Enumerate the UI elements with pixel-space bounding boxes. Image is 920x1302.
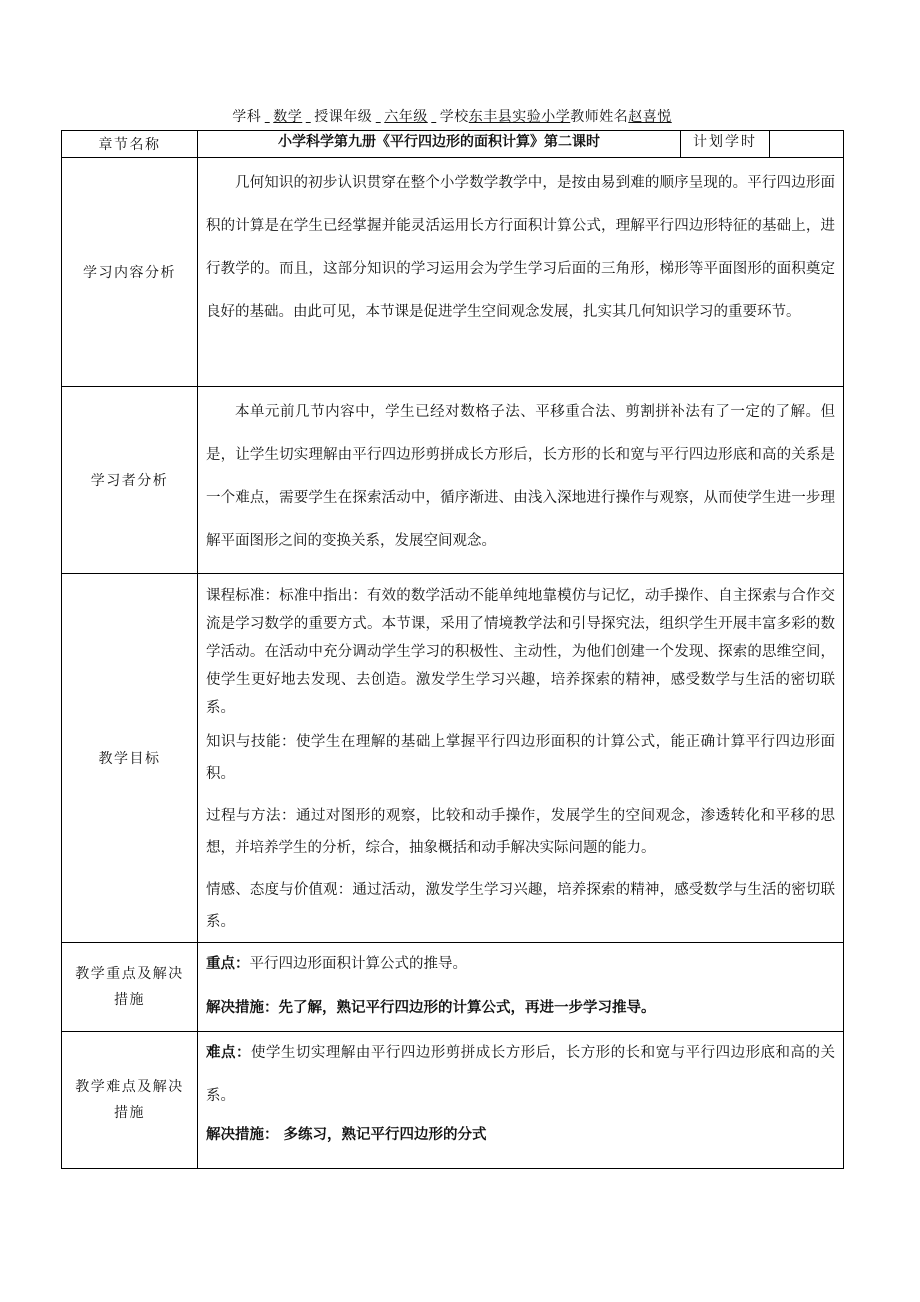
goal-tag: 过程与方法: [206, 808, 281, 824]
goal-process-method: [198, 794, 843, 868]
difficult-point-cell: [198, 1032, 844, 1169]
goal-text: ：通过活动，激发学生学习兴趣，培养探索的精神，感受数学与生活的密切联系。: [206, 882, 836, 930]
grade-label: 授课年级: [314, 109, 373, 125]
goals-label: 教学目标: [62, 574, 198, 943]
difficult-point-text: 使学生切实理解由平行四边形剪拼成长方形后，长方形的长和宽与平行四边形底和高的关系。: [206, 1045, 836, 1104]
key-point-cell: [198, 943, 844, 1032]
subject-label: 学科: [232, 109, 262, 125]
key-point-row: [62, 943, 844, 1032]
chapter-row: [62, 131, 844, 158]
content-analysis-label: 学习内容分析: [62, 158, 198, 387]
school-value: 东丰县实验小学: [468, 109, 571, 125]
plan-hours-label: 计划学时: [681, 131, 770, 158]
goal-tag: 知识与技能: [206, 734, 281, 750]
key-point-line: [198, 943, 843, 975]
difficult-point-line: [198, 1032, 843, 1118]
learner-analysis-row: [62, 387, 844, 574]
difficult-point-tag: 难点：: [206, 1045, 251, 1061]
difficult-point-label: 教学难点及解决措施: [62, 1032, 198, 1169]
lesson-plan-table: [61, 130, 844, 1169]
content-analysis-text: 几何知识的初步认识贯穿在整个小学数学教学中，是按由易到难的顺序呈现的。平行四边形面积的计算是在学生已经掌握并能灵活运用长方行面积计算公式，理解平行四边形特征的基础上，进行教学的。而且，这部分知识的学习运用会为学生学习后面的三角形，梯形等平面图形的面积奠定良好的基础。由此可见，本节课是促进学生空间观念发展，扎实其几何知识学习的重要环节。: [206, 175, 835, 320]
document-header: [62, 105, 842, 129]
goal-text: ：使学生在理解的基础上掌握平行四边形面积的计算公式，能正确计算平行四边形面积。: [206, 734, 836, 782]
learner-analysis-label: 学习者分析: [62, 387, 198, 574]
difficult-point-row: [62, 1032, 844, 1169]
teacher-value: 赵喜悦: [628, 109, 672, 125]
learner-analysis-text: 本单元前几节内容中，学生已经对数格子法、平移重合法、剪割拼补法有了一定的了解。但是，让学生切实理解由平行四边形剪拼成长方形后，长方形的长和宽与平行四边形底和高的关系是一个难点，需要学生在探索活动中，循序渐进、由浅入深地进行操作与观察，从而使学生进一步理解平面图形之间的变换关系，发展空间观念。: [206, 404, 835, 549]
goals-cell: [198, 574, 844, 943]
plan-hours-value: [770, 131, 844, 158]
goal-knowledge-skill: [198, 720, 843, 794]
key-point-label: 教学重点及解决措施: [62, 943, 198, 1032]
goals-row: [62, 574, 844, 943]
difficult-point-measure: 解决措施： 多练习，熟记平行四边形的分式: [206, 1127, 487, 1143]
goal-text: ：标准中指出：有效的数学活动不能单纯地靠模仿与记忆，动手操作、自主探索与合作交流是学习数学的重要方式。本节课，采用了情境教学法和引导探究法，组织学生开展丰富多彩的数学活动。在活动中充分调动学生学习的积极性、主动性，为他们创建一个发现、探索的思维空间，使学生更好地去发现、去创造。激发学生学习兴趣，培养探索的精神，感受数学与生活的密切联系。: [206, 588, 836, 716]
goals-list: [198, 574, 843, 942]
goal-emotion-attitude: [198, 868, 843, 942]
goal-text: ：通过对图形的观察，比较和动手操作，发展学生的空间观念，渗透转化和平移的思想，并培养学生的分析，综合，抽象概括和动手解决实际问题的能力。: [206, 808, 836, 856]
goal-curriculum-standard: [198, 574, 843, 720]
learner-analysis-cell: [198, 387, 844, 574]
goal-tag: 课程标准: [206, 588, 265, 604]
subject-value: 数学: [273, 109, 303, 125]
chapter-title: 小学科学第九册《平行四边形的面积计算》第二课时: [198, 131, 681, 158]
key-point-tag: 重点：: [206, 956, 250, 972]
key-point-measure: 解决措施：先了解，熟记平行四边形的计算公式，再进一步学习推导。: [206, 1000, 656, 1016]
grade-value: 六年级: [384, 109, 428, 125]
content-analysis-row: [62, 158, 844, 387]
content-analysis-cell: [198, 158, 844, 387]
chapter-label: 章节名称: [62, 131, 198, 158]
school-label: 学校: [439, 109, 469, 125]
teacher-label: 教师姓名: [570, 109, 629, 125]
goal-tag: 情感、态度与价值观: [206, 882, 338, 898]
key-point-text: 平行四边形面积计算公式的推导。: [249, 956, 467, 972]
